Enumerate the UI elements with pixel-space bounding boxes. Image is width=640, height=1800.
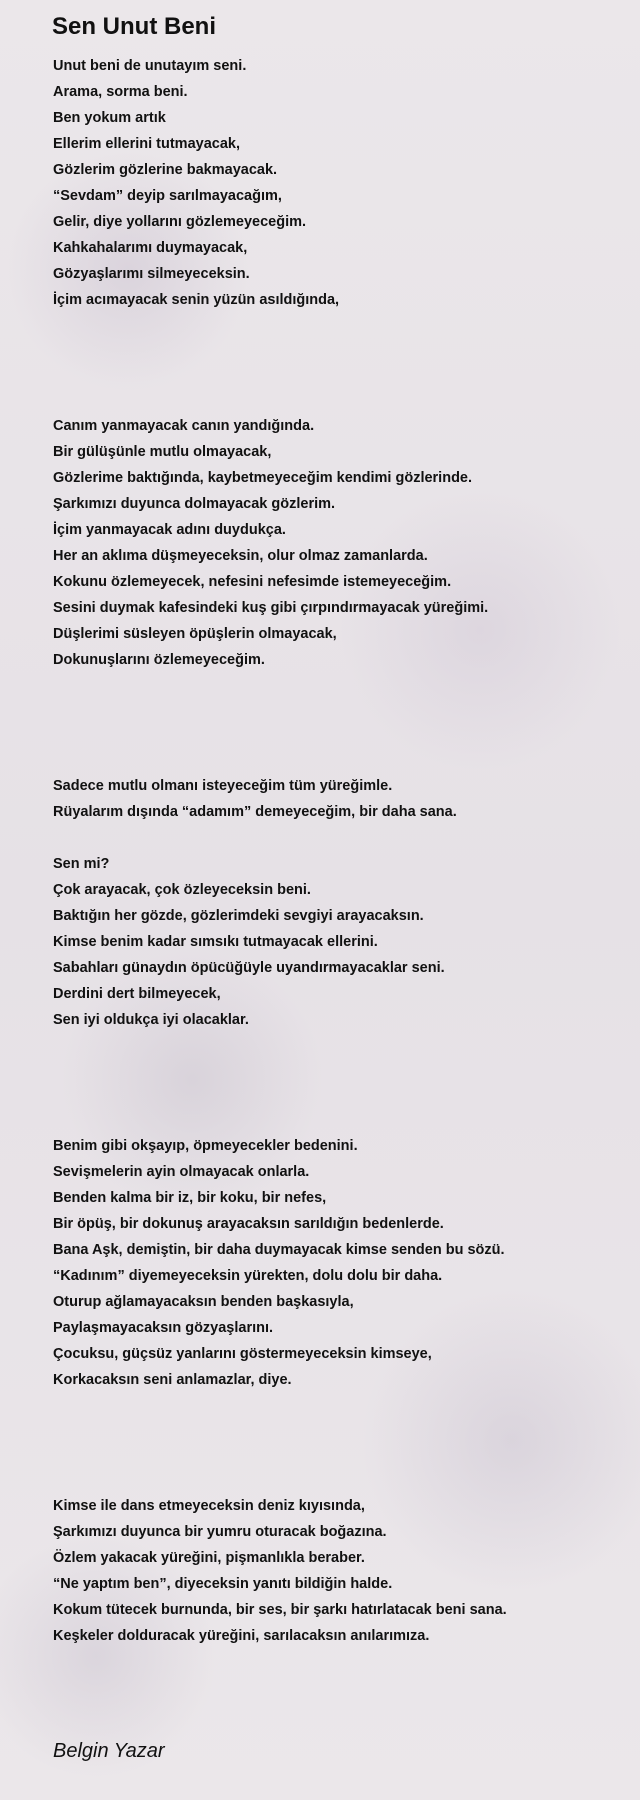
poem-line: Özlem yakacak yüreğini, pişmanlıkla beraber. [53, 1550, 365, 1566]
poem-line: Ellerim ellerini tutmayacak, [53, 136, 240, 152]
stanza-3 [53, 773, 633, 1033]
poem-line: Bir öpüş, bir dokunuş arayacaksın sarıldığın bedenlerde. [53, 1216, 444, 1232]
poem-line: “Sevdam” deyip sarılmayacağım, [53, 188, 282, 204]
stanza-spacer [53, 1033, 633, 1133]
poem-line: Sen iyi oldukça iyi olacaklar. [53, 1012, 249, 1028]
poem-line: Keşkeler dolduracak yüreğini, sarılacaksın anılarımıza. [53, 1628, 430, 1644]
poem-line: Gözlerim gözlerine bakmayacak. [53, 162, 278, 178]
poem-line: Düşlerimi süsleyen öpüşlerin olmayacak, [53, 626, 337, 642]
poem-line: Kahkahalarımı duymayacak, [53, 240, 248, 256]
poem-line: Arama, sorma beni. [53, 84, 188, 100]
poem-line: Sadece mutlu olmanı isteyeceğim tüm yüreğimle. [53, 778, 393, 794]
poem-line: Oturup ağlamayacaksın benden başkasıyla, [53, 1294, 354, 1310]
poem-line: Her an aklıma düşmeyeceksin, olur olmaz zamanlarda. [53, 548, 428, 564]
poem-line: Sen mi? [53, 856, 110, 872]
poem-line: Baktığın her gözde, gözlerimdeki sevgiyi arayacaksın. [53, 908, 424, 924]
poem-line: Kokum tütecek burnunda, bir ses, bir şarkı hatırlatacak beni sana. [53, 1602, 507, 1618]
stanza-spacer [53, 673, 633, 773]
blank-line [53, 825, 633, 851]
poem-line: “Kadınım” diyemeyeceksin yürekten, dolu dolu bir daha. [53, 1268, 443, 1284]
poem-line: İçim acımayacak senin yüzün asıldığında, [53, 292, 340, 308]
stanza-4 [53, 1133, 633, 1393]
poem-line: Unut beni de unutayım seni. [53, 58, 247, 74]
poem-line: İçim yanmayacak adını duydukça. [53, 522, 286, 538]
poem-line: Şarkımızı duyunca dolmayacak gözlerim. [53, 496, 336, 512]
poem-line: Kimse benim kadar sımsıkı tutmayacak ellerini. [53, 934, 378, 950]
poem-line: “Ne yaptım ben”, diyeceksin yanıtı bildiğin halde. [53, 1576, 393, 1592]
poem-line: Derdini dert bilmeyecek, [53, 986, 221, 1002]
stanza-spacer [53, 313, 633, 413]
poem-line: Bana Aşk, demiştin, bir daha duymayacak kimse senden bu sözü. [53, 1242, 505, 1258]
poem-line: Sesini duymak kafesindeki kuş gibi çırpındırmayacak yüreğimi. [53, 600, 489, 616]
poem-line: Çok arayacak, çok özleyeceksin beni. [53, 882, 311, 898]
poem-line: Bir gülüşünle mutlu olmayacak, [53, 444, 272, 460]
poem-title: Sen Unut Beni [52, 13, 217, 40]
poem-line: Gözlerime baktığında, kaybetmeyeceğim kendimi gözlerinde. [53, 470, 473, 486]
poem-line: Benden kalma bir iz, bir koku, bir nefes, [53, 1190, 327, 1206]
author-signature: Belgin Yazar [53, 1740, 165, 1762]
poem-line: Sabahları günaydın öpücüğüyle uyandırmayacaklar seni. [53, 960, 445, 976]
poem-line: Kimse ile dans etmeyeceksin deniz kıyısında, [53, 1498, 365, 1514]
poem-line: Benim gibi okşayıp, öpmeyecekler bedenini. [53, 1138, 358, 1154]
stanza-1 [53, 53, 633, 313]
poem-line: Rüyalarım dışında “adamım” demeyeceğim, bir daha sana. [53, 804, 457, 820]
poem-line: Gelir, diye yollarını gözlemeyeceğim. [53, 214, 307, 230]
poem-line: Şarkımızı duyunca bir yumru oturacak boğazına. [53, 1524, 387, 1540]
poem-line: Canım yanmayacak canın yandığında. [53, 418, 315, 434]
poem-line: Korkacaksın seni anlamazlar, diye. [53, 1372, 292, 1388]
stanza-2 [53, 413, 633, 673]
stanza-spacer [53, 1393, 633, 1493]
poem-line: Paylaşmayacaksın gözyaşlarını. [53, 1320, 274, 1336]
poem-body [53, 53, 633, 1649]
poem-line: Kokunu özlemeyecek, nefesini nefesimde istemeyeceğim. [53, 574, 452, 590]
poem-line: Dokunuşlarını özlemeyeceğim. [53, 652, 265, 668]
stanza-5 [53, 1493, 633, 1649]
poem-line: Ben yokum artık [53, 110, 166, 126]
poem-line: Sevişmelerin ayin olmayacak onlarla. [53, 1164, 310, 1180]
poem-line: Gözyaşlarımı silmeyeceksin. [53, 266, 250, 282]
poem-line: Çocuksu, güçsüz yanlarını göstermeyeceksin kimseye, [53, 1346, 432, 1362]
